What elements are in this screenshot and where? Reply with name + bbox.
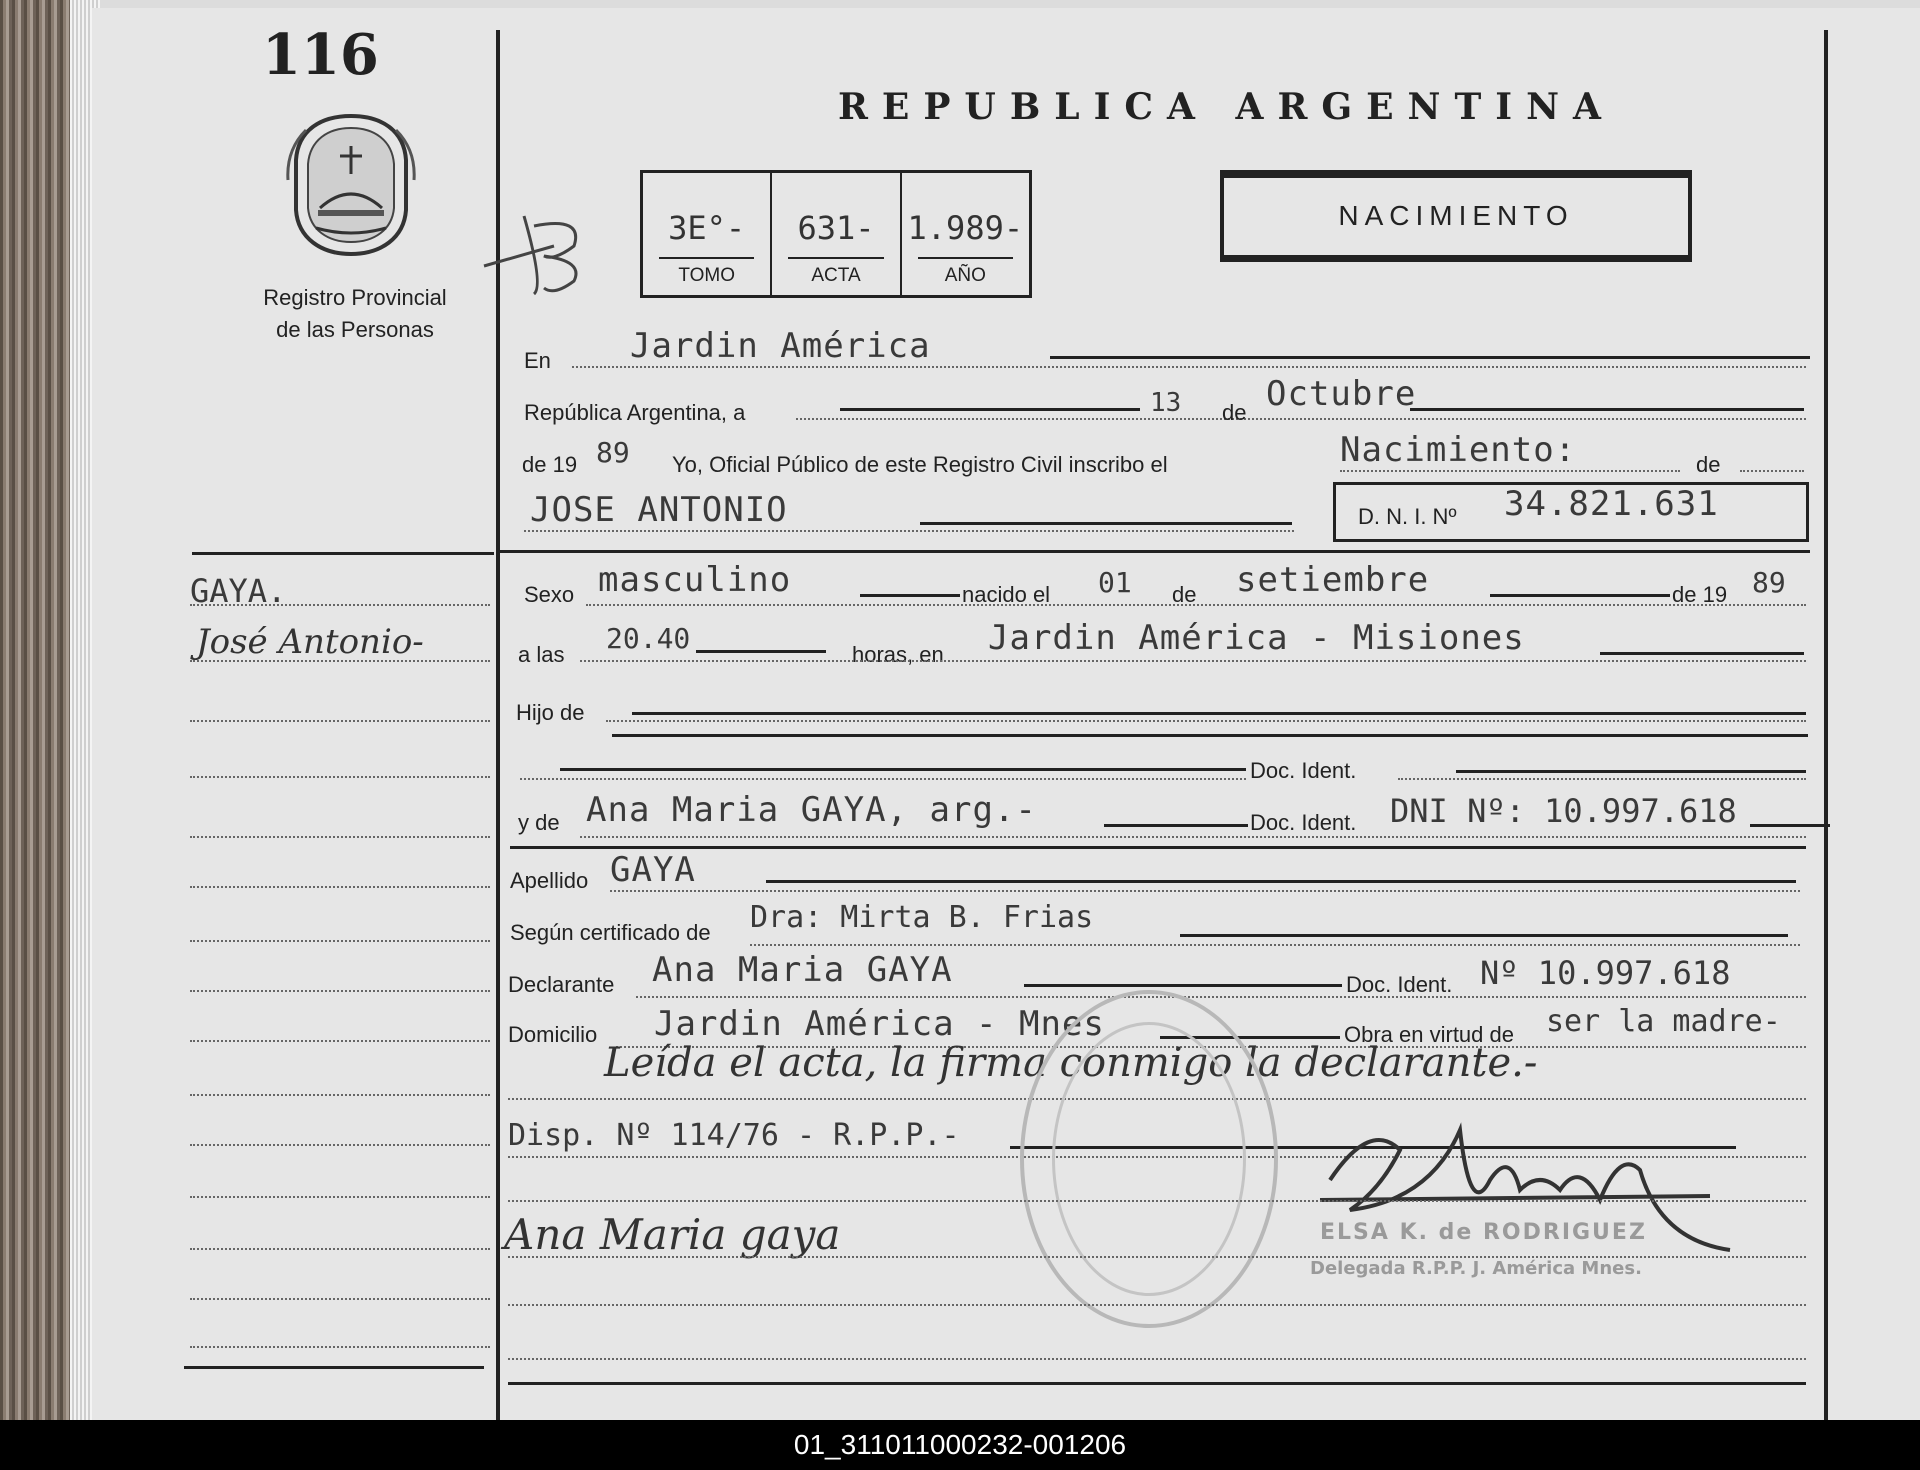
apellido-value: GAYA [610,850,696,890]
en-label: En [524,348,551,373]
margin-given-names: José Antonio- [196,622,424,662]
apellido-label: Apellido [510,868,589,893]
margin-rule [192,552,494,555]
sexo-fill [860,594,960,597]
record-type-box [1220,170,1692,262]
en-value: Jardin América [630,326,931,366]
margin-line [190,604,490,606]
nacido-label: nacido el [962,582,1051,607]
republica-label: República Argentina, a [524,400,746,425]
doc-line-2 [1398,778,1806,780]
de-label-3: de [1172,582,1197,607]
sexo-line [586,604,1806,606]
doc-line [520,778,1246,780]
margin-line [190,940,490,942]
registry-name [234,282,476,346]
lugar-value: Jardin América - Misiones [988,618,1525,658]
margin-line [190,1346,490,1348]
certificado-value: Dra: Mirta B. Frias [750,900,1094,935]
hora-label: a las [518,642,565,667]
margin-line [190,1094,490,1096]
apellido-fill [766,880,1796,883]
ano-value: 1.989- [907,209,1024,247]
dni-value: 34.821.631 [1504,484,1719,524]
year-prefix: de 19 [522,452,578,477]
yo-label: Yo, Oficial Público de este Registro Civil inscribo el [672,452,1168,477]
acta-cell [772,173,901,295]
blank-line [508,1358,1806,1360]
hijo-line [606,720,1806,722]
birth-day: 01 [1098,566,1132,599]
margin-line [190,990,490,992]
margin-rule-bottom [184,1366,484,1369]
month-fill-2 [1490,594,1670,597]
acto-value: Nacimiento: [1340,430,1577,470]
hora-fill [696,650,826,653]
blank-line [508,1256,1806,1258]
lugar-fill [1600,652,1804,655]
y-de-label: y de [518,810,560,835]
certificado-label: Según certificado de [510,920,711,945]
name-fill [920,522,1292,525]
madre-line [580,836,1806,838]
de-line-2 [1740,470,1804,472]
ano-cell [902,173,1029,295]
obra-value: ser la madre- [1546,1004,1781,1039]
margin-line [190,886,490,888]
official-signature-icon [1310,1090,1750,1290]
birth-year-suffix: 89 [1752,566,1786,599]
margin-line [190,1248,490,1250]
registry-line1: Registro Provincial [263,285,447,310]
declarante-signature: Ana Maria gaya [504,1210,841,1259]
month-fill [1410,408,1804,411]
declarante-label: Declarante [508,972,615,997]
birth-year-prefix: de 19 [1672,582,1728,607]
tomo-label: TOMO [678,265,735,286]
name-value: JOSE ANTONIO [530,490,788,530]
hora-value: 20.40 [606,622,691,655]
certificado-fill [1180,934,1788,937]
madre-doc: DNI Nº: 10.997.618 [1390,792,1737,830]
hijo-label: Hijo de [516,700,585,725]
doc-ident-label: Doc. Ident. [1250,758,1357,783]
domicilio-label: Domicilio [508,1022,598,1047]
document-header: REPUBLICA ARGENTINA [838,86,1615,128]
official-title: Delegada R.P.P. J. América Mnes. [1310,1258,1642,1279]
acta-line [788,257,883,259]
obra-label: Obra en virtud de [1344,1022,1514,1047]
margin-surname: GAYA. [190,572,287,610]
ano-line [918,257,1013,259]
day-value: 13 [1150,388,1182,418]
declarante-line [636,996,1806,998]
republica-line [796,418,1806,420]
image-id-footer: 01_311011000232-001206 [0,1420,1920,1470]
acta-label: ACTA [811,265,861,286]
madre-doc-fill [1750,824,1830,827]
en-fill-line [1050,356,1810,359]
doc-ident-label-3: Doc. Ident. [1346,972,1453,997]
name-line [524,530,1294,532]
registry-line2: de las Personas [276,317,434,342]
section-rule [500,550,1810,553]
margin-line [190,1298,490,1300]
tomo-cell [643,173,772,295]
madre-fill [1104,824,1248,827]
bottom-rule [508,1382,1806,1385]
margin-line [190,836,490,838]
right-border [1824,30,1828,1420]
margin-line [190,660,490,662]
de-label-2: de [1696,452,1721,477]
domicilio-value: Jardin América - Mnes [654,1004,1105,1044]
tomo-value: 3E°- [668,209,746,247]
official-stamp [1020,990,1278,1328]
year-suffix: 89 [596,436,630,469]
official-name: ELSA K. de RODRIGUEZ [1320,1220,1647,1245]
madre-value: Ana Maria GAYA, arg.- [586,790,1037,830]
margin-line [190,1144,490,1146]
note-line-1: Leída el acta, la firma conmigo la declarante.- [604,1040,1538,1086]
republica-fill [840,408,1140,411]
acto-line [1340,470,1680,472]
declarante-fill [1024,984,1342,987]
reference-box [640,170,1032,298]
blank-line [508,1304,1806,1306]
madre-rule [510,846,1806,849]
apellido-line [610,890,1800,892]
page-number: 116 [262,22,379,88]
declarante-doc: Nº 10.997.618 [1480,954,1731,992]
tomo-line [659,257,754,259]
doc-fill-2 [1456,770,1806,773]
initials-mark-icon [474,206,594,296]
declarante-value: Ana Maria GAYA [652,950,953,990]
hijo-line-2 [612,734,1808,737]
dni-label: D. N. I. Nº [1358,504,1457,529]
doc-fill [560,768,1246,771]
margin-line [190,1196,490,1198]
hijo-fill [632,712,1806,715]
record-type: NACIMIENTO [1338,200,1574,231]
horas-label: horas, en [852,642,944,667]
margin-line [190,776,490,778]
sexo-label: Sexo [524,582,575,607]
sexo-value: masculino [598,560,792,600]
month-value: Octubre [1266,374,1417,414]
misiones-seal-icon [286,110,416,260]
margin-line [190,720,490,722]
de-label: de [1222,400,1247,425]
doc-ident-label-2: Doc. Ident. [1250,810,1357,835]
en-line [572,366,1806,368]
note-line-2: Disp. Nº 114/76 - R.P.P.- [508,1118,960,1153]
hora-line [580,660,1806,662]
birth-month: setiembre [1236,560,1430,600]
certificado-line [750,944,1800,946]
acta-value: 631- [797,209,875,247]
book-spine [0,0,80,1420]
margin-line [190,1040,490,1042]
blank-line [508,1200,1806,1202]
ano-label: AÑO [944,265,986,286]
